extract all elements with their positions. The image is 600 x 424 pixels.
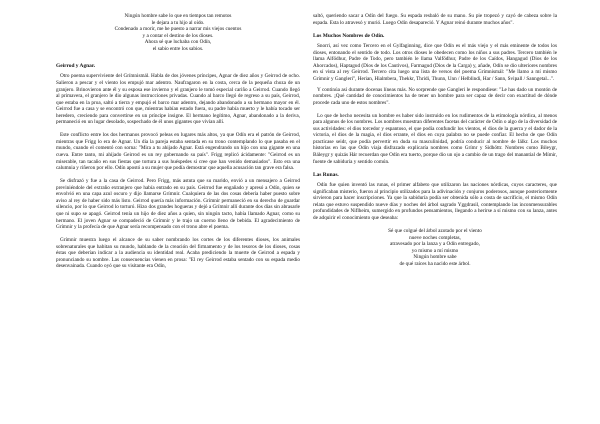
section-heading-geirrod: Geirrod y Agnar. bbox=[56, 62, 96, 69]
verse-line: de qué raíces ha nacido este árbol. bbox=[399, 260, 471, 267]
verse-line: le dejara a tu hijo al oído. bbox=[151, 19, 205, 26]
verse-line: el sabio entre los sabios. bbox=[152, 45, 204, 52]
section-heading-runes: Las Runas. bbox=[313, 171, 339, 178]
verse-line: Ahora sé que luchaba con Odín, bbox=[144, 39, 212, 46]
section-heading-names: Los Muchos Nombres de Odín. bbox=[313, 32, 385, 39]
verse-line: y a contar el destino de los dioses. bbox=[142, 32, 214, 39]
verse-line: nueve noches completas, bbox=[409, 234, 461, 241]
closing-verse bbox=[313, 228, 557, 267]
paragraph: Grímnir muestra luego el alcance de su saber nombrando los cortes de los diferentes dioses, los animales sobrenaturales que habitan su mundo, hablando de la creación del firmamento y de los tesoros de los dioses, cosas éstas que deberían indicar a la audiencia su identidad real. Acaba prediciendo la muerte de Geirrod a espada y pronunciando su nombre. Las consecuencias vienen en prosa: "El rey Geirrod estaba sentado con su espada medio desenvainada. Cuando oyó que su visitante era Odín, bbox=[56, 237, 300, 270]
paragraph: Otro poema superviviente del Grímnismál. Habla de dos jóvenes príncipes, Agnar de diez años y Geirrod de ocho. Salieron a pescar y el viento los empujó mar adentro. Naufragaron en la costa, cerca de la pequeña choza de un granjero. Brinovieron ante él y su esposa ese invierno y el granjero le tomó especial cariño a Geirrod. Cuando llegó al primavera, el granjero le dio algunas instrucciones privadas. Cuando al barco llegó de regreso a su país, Geirrod, que estaba en la proa, saltó a tierra y empujó el barco mar adentro, dejando abandonado a su hermano mayor en él. Geirrod fue a casa y se encontró con que, mientras habían estado fuera, su padre había muerto y le había tocado ser heredero, creciendo para convertirse en un príncipe insigne. El hermano legítimo, Agnar, abandonado a la deriva, permaneció en un lugar desolado, sospechado de él unos gigantes que vivían allí. bbox=[56, 73, 300, 126]
verse-line: Sé que colgué del árbol azotado por el viento bbox=[388, 228, 482, 235]
verse-line: atravesado por la lanza y a Odín entregado, bbox=[390, 241, 480, 248]
left-page bbox=[56, 0, 300, 424]
right-page bbox=[313, 0, 557, 424]
paragraph: Y continúa así durante docenas líneas más. No sorprende que Gangleri le respondiese: "Le has dado un montón de nombres. ¡Qué cantidad de conocimientos ha de tener un hombre para ser capaz de decir con exactitud de dónde procede cada uno de estos nombres". bbox=[313, 86, 557, 106]
paragraph: saltó, queriendo sacar a Odín del fuego. Su espada resbaló de su mano. Su pie tropezó y cayó de cabeza sobre la espada. Esta lo atravesó y murió. Luego Odín desapareció. Y Agnar reinó durante muchos años". bbox=[313, 13, 557, 26]
verse-line: Ningún hombre sabe bbox=[413, 254, 457, 261]
verse-line: Condenado a morir, me he puesto a narrar mis viejos cuentos bbox=[114, 26, 242, 33]
paragraph: Este conflicto entre los dos hermanos provocó peleas en lugares más altos, ya que Odín era el patrón de Geirrod, mientras que Frigg lo era de Agnar. Un día la pareja estaba sentada en su trono contemplando lo que pasaba en el mundo, cuando el comentó con sorna: "Mira a tu ahijado Agnar. Está engendrando un hijo con una gigante en una cueva. Entre tanto, mi ahijado Geirrod es un rey gobernando su país". Frigg replicó ácidamente: "Geirrod es un miserable, tan tacaño en sus fiestas que tortura a sus huéspedes si cree que han venido demasiados". Esto era una calumnia y riñeron por ello. Odín apostó a su mujer que podía demostrar que aquella acusación tan grave era falsa. bbox=[56, 132, 300, 172]
verse-line: yo mismo a mí mismo bbox=[411, 247, 459, 254]
verse-line: Ningún hombre sabe lo que en tiempos tan remotos bbox=[124, 13, 232, 20]
opening-verse bbox=[56, 13, 300, 52]
paragraph: Odín fue quien inventó las runas, el primer alfabeto que utilizaron las naciones nórdicas, cuyos caracteres, que significaban misterio, fueron al principio utilizados para la adivinación y conjuros poderosos, aunque posteriormente sirvieron para hacer inscripciones. Ya que la sabiduría podía ser obtenida sólo a costa de sacrificio, el mismo Odín relata que estuvo suspendido nueve días y noches del árbol sagrado Yggdrasil, contemplando las inconmensurables profundidades de Niflheim, sumergido en profundos pensamientos, llegando a herirse a sí mismo con su lanza, antes de adquirir el conocimiento que deseaba: bbox=[313, 182, 557, 221]
paragraph: Se disfrazó y fue a la casa de Geirrod. Pero Frigg, más astuta que su marido, envió a un mensajero a Geirrod previniéndole del extraño extranjero que había entrado en su país. Geirrod fue engañado y apresó a Odín, quien se envolvió en una capa azul oscuro y dijo llamarse Grímnir. Cualquiera de las dos cosas debería haber puesto sobre aviso al rey de haber sido más listo. Geirrod quería más información. Grímnir permaneció en su derecho de guardar silencio, por lo que Geirrod lo torturó. Hizo dos grandes hogueras y dejó a Grímnir allí durante dos días sin abrasarle que ni supo se apagó. Geirrod tenía un hijo de diez años a quien, sin ningún tacto, había llamado Agnar, como su hermano. El joven Agnar se compadeció de Grímnir y le trajo un cuerno lleno de bebida. El agradecimiento de Grímnir y la profecía de que Agnar sería recompensado con el trono abre el poema. bbox=[56, 178, 300, 231]
paragraph: Lo que de hecho necesita un hombre es haber sido instruido en los rudimentos de la etimología nórdica, al menos para algunos de los nombres. Los nombres muestran diferentes facetas del carácter de Odín o algo de la diversidad de sus actividades: el dios torcedor y espantoso, el que podía confundir los vientos, el dios de la guerra y el dador de la victoria, el dios de la magia, el dios errante, el dios en cuya palabra no se puede confiar. El hecho de que Odín practicase seidr, que podía pervertir en duda su masculinidad, podría conducir al nombre de Iálkr. Los muchos historias en las que Odín viaja disfrazado explicaría nombres como Grímr y Sidhöttr. Nombres como Bileygr, Báleygr y quizás Hár recuerdan que Odín era tuerto, porque dio un ojo a cambio de un trago del manantial de Mímir, fuente de sabiduría y sentido común. bbox=[313, 112, 557, 165]
paragraph: Snorri, así vez como Tercero en el Gylfaginning, dice que Odín es el más viejo y el más eminente de todos los dioses, entonando el sentido de todo. Los otros dioses le obedecen como los niños a sus padres. Tercero también le llama Alfödhur, Padre de Todo, pero también le llama Valfödhur, Padre de los Caídos, Hangagud (Dios de los Ahorcados), Haptagud (Dios de los Cautivos), Farmagud (Dios de la Carga) y, añade, Odín se dio ulteriores nombres en sí vista al rey Geirrod. Tercero cita luego una lista de versos del poema Grímnismál: "Me llamo a mí mismo Grímnir y Gangleri", Herian, Hialmbera, Thekkr, Thridi, Thunn, Unn / Helblindi, Har / Sann, Svipall / Sanngetal...". bbox=[313, 43, 557, 83]
